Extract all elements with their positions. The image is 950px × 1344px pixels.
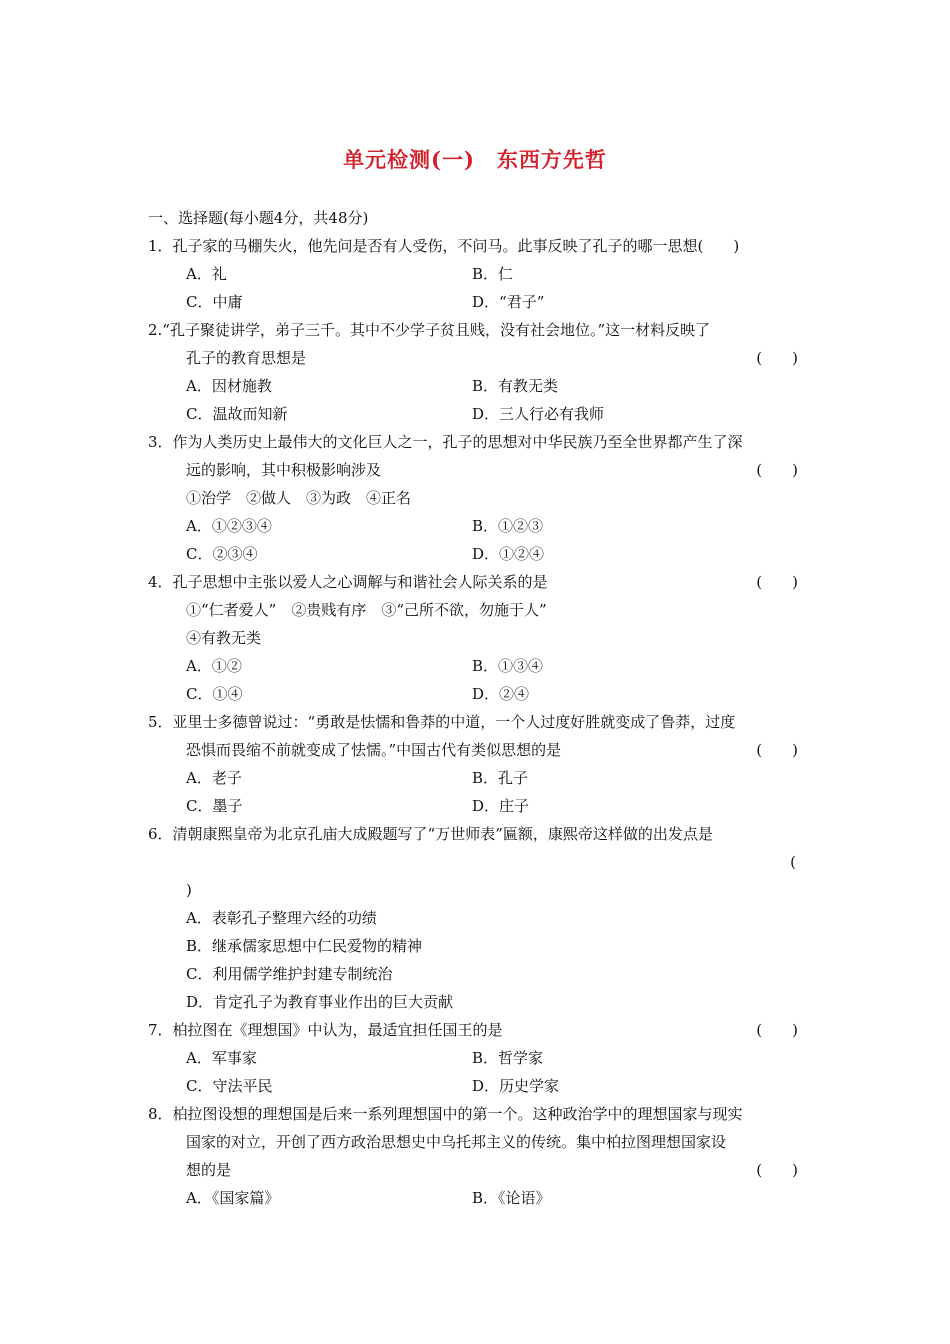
question-1-stem: 1．孔子家的马棚失火，他先问是否有人受伤，不问马。此事反映了孔子的哪一思想( ) xyxy=(148,237,740,255)
option-b: B．仁 xyxy=(472,265,514,283)
stem-text: 4．孔子思想中主张以爱人之心调解与和谐社会人际关系的是 xyxy=(148,573,548,591)
question-2-options-row2 xyxy=(148,400,808,428)
question-8-stem-line3 xyxy=(148,1156,808,1184)
question-3-options-row2 xyxy=(148,540,808,568)
option-d: D．三人行必有我师 xyxy=(472,405,605,423)
answer-blank: ( ) xyxy=(756,1161,798,1179)
option-c: C．中庸 xyxy=(186,293,243,311)
option-a: A．礼 xyxy=(186,265,227,283)
question-3-options-row1 xyxy=(148,512,808,540)
question-8-stem-line2: 国家的对立，开创了西方政治思想史中乌托邦主义的传统。集中柏拉图理想国家设 xyxy=(186,1133,727,1151)
question-7-options-row2 xyxy=(148,1072,808,1100)
question-4-items-line1: ①“仁者爱人” ②贵贱有序 ③“己所不欲，勿施于人” xyxy=(186,601,547,619)
question-7-stem xyxy=(148,1016,808,1044)
answer-blank-open: ( xyxy=(790,853,796,871)
question-6-option-b: B．继承儒家思想中仁民爱物的精神 xyxy=(186,937,423,955)
question-6-stem: 6．清朝康熙皇帝为北京孔庙大成殿题写了“万世师表”匾额，康熙帝这样做的出发点是 xyxy=(148,825,713,843)
option-b: B．孔子 xyxy=(472,769,529,787)
stem-text: 7．柏拉图在《理想国》中认为，最适宜担任国王的是 xyxy=(148,1021,503,1039)
stem-text: 孔子的教育思想是 xyxy=(186,349,307,367)
question-3-items: ①治学 ②做人 ③为政 ④正名 xyxy=(186,489,412,507)
question-6-option-c: C．利用儒学维护封建专制统治 xyxy=(186,965,393,983)
option-d: D．“君子” xyxy=(472,293,545,311)
question-3-stem-line2 xyxy=(148,456,808,484)
question-2-stem-line2 xyxy=(148,344,808,372)
question-5-stem-line1: 5．亚里士多德曾说过：“勇敢是怯懦和鲁莽的中道，一个人过度好胜就变成了鲁莽，过度 xyxy=(148,713,736,731)
option-a: A．①②③④ xyxy=(186,517,272,535)
option-b: B．有教无类 xyxy=(472,377,559,395)
question-8-options-row1 xyxy=(148,1184,808,1212)
question-1-options-row1 xyxy=(148,260,808,288)
answer-blank: ( ) xyxy=(756,1021,798,1039)
stem-text: 恐惧而畏缩不前就变成了怯懦。”中国古代有类似思想的是 xyxy=(186,741,562,759)
page-title: 单元检测(一) 东西方先哲 xyxy=(343,147,607,172)
question-4-options-row2 xyxy=(148,680,808,708)
option-c: C．墨子 xyxy=(186,797,243,815)
option-d: D．历史学家 xyxy=(472,1077,560,1095)
option-d: D．①②④ xyxy=(472,545,545,563)
option-a: A．因材施教 xyxy=(186,377,272,395)
question-4-items-line2: ④有教无类 xyxy=(186,629,262,647)
option-c: C．温故而知新 xyxy=(186,405,288,423)
question-5-stem-line2 xyxy=(148,736,808,764)
option-a: A．《国家篇》 xyxy=(186,1189,280,1207)
question-6-option-a: A．表彰孔子整理六经的功绩 xyxy=(186,909,377,927)
question-6-option-d: D．肯定孔子为教育事业作出的巨大贡献 xyxy=(186,993,454,1011)
question-5-options-row2 xyxy=(148,792,808,820)
option-d: D．②④ xyxy=(472,685,530,703)
question-list xyxy=(148,204,808,1212)
question-2-stem-line1: 2.“孔子聚徒讲学，弟子三千。其中不少学子贫且贱，没有社会地位。”这一材料反映了 xyxy=(148,321,711,339)
option-b: B．哲学家 xyxy=(472,1049,544,1067)
question-4-options-row1 xyxy=(148,652,808,680)
answer-blank: ( ) xyxy=(756,573,798,591)
question-8-stem-line1: 8．柏拉图设想的理想国是后来一系列理想国中的第一个。这种政治学中的理想国家与现实 xyxy=(148,1105,743,1123)
question-2-options-row1 xyxy=(148,372,808,400)
section-heading: 一、选择题(每小题4分，共48分) xyxy=(148,209,369,227)
option-d: D．庄子 xyxy=(472,797,530,815)
answer-blank-close: ) xyxy=(186,881,192,899)
option-c: C．②③④ xyxy=(186,545,258,563)
option-b: B．①②③ xyxy=(472,517,544,535)
option-a: A．①② xyxy=(186,657,242,675)
option-a: A．老子 xyxy=(186,769,242,787)
answer-blank: ( ) xyxy=(756,349,798,367)
option-c: C．守法平民 xyxy=(186,1077,273,1095)
question-5-options-row1 xyxy=(148,764,808,792)
stem-text: 远的影响，其中积极影响涉及 xyxy=(186,461,382,479)
question-4-stem xyxy=(148,568,808,596)
answer-blank: ( ) xyxy=(756,741,798,759)
option-b: B．《论语》 xyxy=(472,1189,551,1207)
option-b: B．①③④ xyxy=(472,657,544,675)
answer-blank: ( ) xyxy=(756,461,798,479)
option-a: A．军事家 xyxy=(186,1049,257,1067)
question-7-options-row1 xyxy=(148,1044,808,1072)
option-c: C．①④ xyxy=(186,685,243,703)
stem-text: 想的是 xyxy=(186,1161,232,1179)
question-3-stem-line1: 3．作为人类历史上最伟大的文化巨人之一，孔子的思想对中华民族乃至全世界都产生了深 xyxy=(148,433,743,451)
question-1-options-row2 xyxy=(148,288,808,316)
